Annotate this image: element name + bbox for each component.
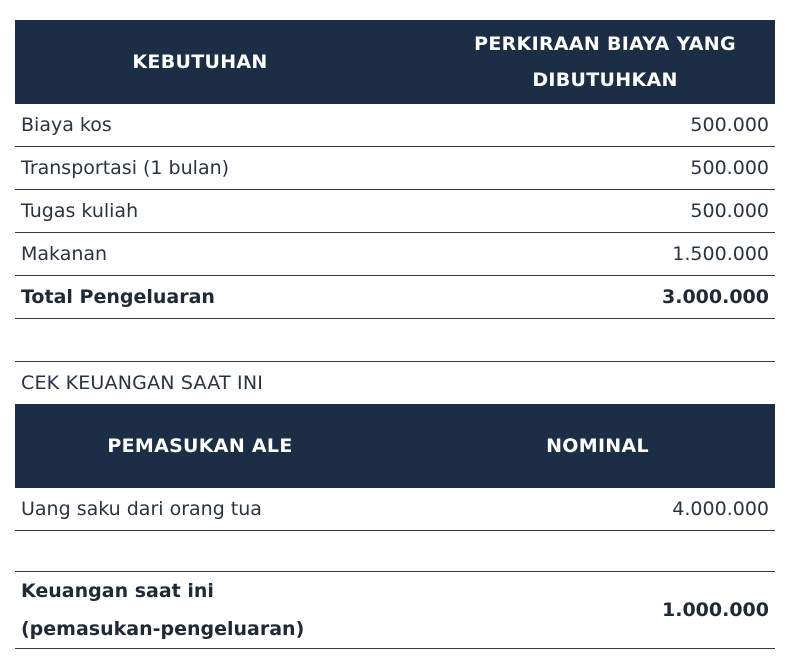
- income-table: [15, 404, 775, 531]
- row-item: Transportasi (1 bulan): [15, 147, 385, 190]
- expenses-table-header: [15, 20, 775, 104]
- summary-label: [15, 572, 385, 649]
- header-pemasukan: PEMASUKAN ALE: [15, 404, 385, 488]
- summary-label-line1: Keuangan saat ini: [21, 580, 214, 602]
- income-table-header: [15, 404, 775, 488]
- row-item: Biaya kos: [15, 104, 385, 147]
- document-body: [15, 20, 775, 649]
- summary-label-line2: (pemasukan-pengeluaran): [21, 618, 305, 640]
- expenses-table: [15, 20, 775, 319]
- header-nominal: NOMINAL: [385, 404, 775, 488]
- header-perkiraan-biaya: [385, 20, 775, 104]
- total-label: Total Pengeluaran: [15, 276, 385, 319]
- total-amount: 3.000.000: [385, 276, 775, 319]
- row-item: Tugas kuliah: [15, 190, 385, 233]
- table-row: [15, 233, 775, 276]
- row-amount: 500.000: [385, 104, 775, 147]
- table-row: [15, 190, 775, 233]
- row-item: Uang saku dari orang tua: [15, 488, 385, 531]
- divider-gap: [15, 319, 775, 362]
- row-amount: 1.500.000: [385, 233, 775, 276]
- table-row: [15, 104, 775, 147]
- header-perkiraan-line2: DIBUTUHKAN: [532, 69, 678, 91]
- summary-amount: 1.000.000: [385, 572, 775, 649]
- table-row: [15, 147, 775, 190]
- section-title: CEK KEUANGAN SAAT INI: [21, 372, 264, 394]
- divider-gap: [15, 531, 775, 572]
- table-row: [15, 488, 775, 531]
- header-perkiraan-line1: PERKIRAAN BIAYA YANG: [474, 33, 736, 55]
- summary-table: [15, 572, 775, 649]
- row-item: Makanan: [15, 233, 385, 276]
- row-amount: 500.000: [385, 190, 775, 233]
- total-row: [15, 276, 775, 319]
- summary-row: [15, 572, 775, 649]
- row-amount: 500.000: [385, 147, 775, 190]
- header-kebutuhan: KEBUTUHAN: [15, 20, 385, 104]
- row-amount: 4.000.000: [385, 488, 775, 531]
